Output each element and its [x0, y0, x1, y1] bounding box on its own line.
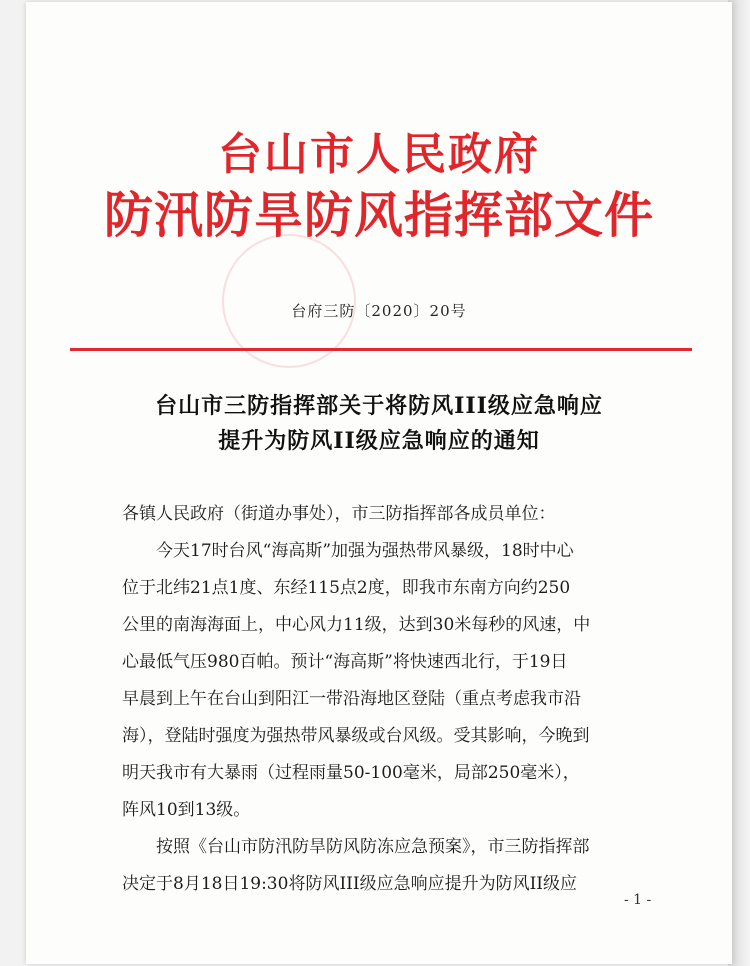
notice-title-line-2: 提升为防风II级应急响应的通知 — [218, 428, 540, 454]
document-page — [26, 2, 732, 964]
body-line: 位于北纬21点1度、东经115点2度，即我市东南方向约250 — [122, 578, 571, 598]
red-divider-line — [70, 348, 692, 351]
salutation: 各镇人民政府（街道办事处），市三防指挥部各成员单位： — [122, 504, 556, 524]
issuer-name: 台山市人民政府 — [218, 129, 540, 180]
body-line: 决定于8月18日19:30将防风III级应急响应提升为防风II级应 — [122, 874, 578, 894]
body-line: 阵风10到13级。 — [122, 800, 251, 820]
body-line: 明天我市有大暴雨（过程雨量50-100毫米，局部250毫米）， — [122, 763, 580, 783]
body-line: 心最低气压980百帕。预计“海高斯”将快速西北行，于19日 — [122, 652, 568, 672]
page-number: - 1 - — [624, 892, 652, 908]
notice-body — [122, 496, 682, 903]
body-line: 公里的南海海面上，中心风力11级，达到30米每秒的风速，中 — [122, 615, 591, 635]
body-line: 海），登陆时强度为强热带风暴级或台风级。受其影响，今晚到 — [122, 726, 590, 746]
notice-title-line-1: 台山市三防指挥部关于将防风III级应急响应 — [155, 393, 603, 419]
body-line: 按照《台山市防汛防旱防风防冻应急预案》，市三防指挥部 — [122, 837, 590, 857]
body-line: 早晨到上午在台山到阳江一带沿海地区登陆（重点考虑我市沿 — [122, 689, 581, 709]
body-line: 今天17时台风“海高斯”加强为强热带风暴级，18时中心 — [122, 541, 574, 561]
issuer-department: 防汛防旱防风指挥部文件 — [103, 186, 654, 244]
document-number: 台府三防〔2020〕20号 — [291, 302, 467, 320]
